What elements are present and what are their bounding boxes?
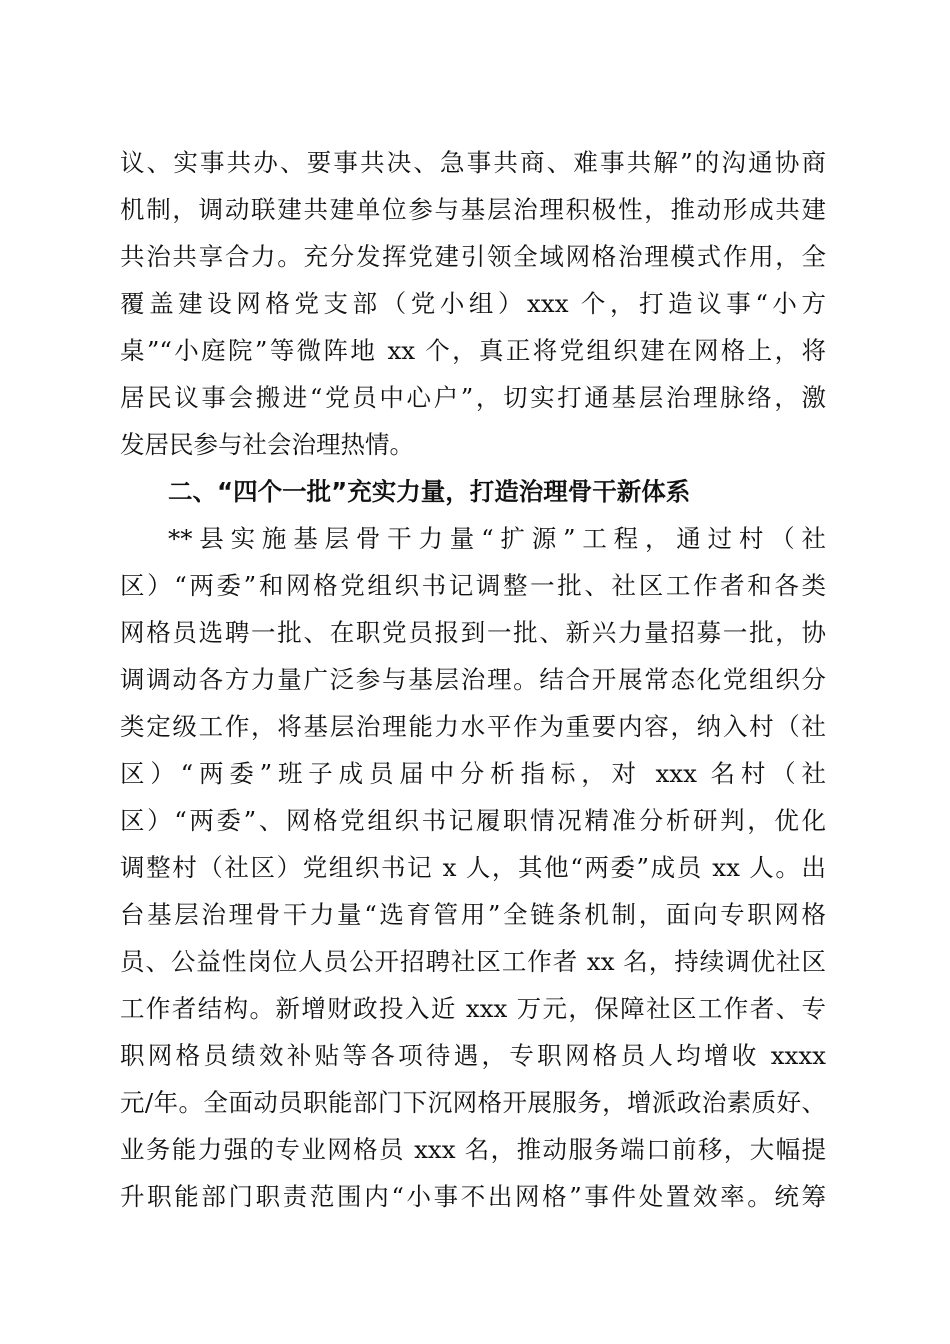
- paragraph-2-line-6: 区）“两委”班子成员届中分析指标，对 xxx 名村（社: [120, 759, 826, 788]
- paragraph-2-line-7: 区）“两委”、网格党组织书记履职情况精准分析研判，优化: [120, 806, 826, 835]
- paragraph-2-line-9: 台基层治理骨干力量“选育管用”全链条机制，面向专职网格: [120, 900, 826, 929]
- paragraph-1-line-4: 覆盖建设网格党支部（党小组）xxx 个，打造议事“小方: [120, 289, 826, 318]
- paragraph-1-line-7: 发居民参与社会治理热情。: [120, 430, 414, 459]
- paragraph-1-line-5: 桌”“小庭院”等微阵地 xx 个，真正将党组织建在网格上，将: [120, 336, 826, 365]
- paragraph-2-line-4: 调调动各方力量广泛参与基层治理。结合开展常态化党组织分: [120, 665, 826, 694]
- paragraph-2-line-8: 调整村（社区）党组织书记 x 人，其他“两委”成员 xx 人。出: [120, 853, 826, 882]
- paragraph-2-line-14: 业务能力强的专业网格员 xxx 名，推动服务端口前移，大幅提: [120, 1135, 826, 1164]
- paragraph-2-line-12: 职网格员绩效补贴等各项待遇，专职网格员人均增收 xxxx: [120, 1041, 826, 1070]
- paragraph-2-line-2: 区）“两委”和网格党组织书记调整一批、社区工作者和各类: [120, 571, 826, 600]
- paragraph-1-line-2: 机制，调动联建共建单位参与基层治理积极性，推动形成共建: [120, 195, 826, 224]
- paragraph-2-line-10: 员、公益性岗位人员公开招聘社区工作者 xx 名，持续调优社区: [120, 947, 826, 976]
- paragraph-2-line-3: 网格员选聘一批、在职党员报到一批、新兴力量招募一批，协: [120, 618, 826, 647]
- paragraph-2-line-15: 升职能部门职责范围内“小事不出网格”事件处置效率。统筹: [120, 1182, 826, 1211]
- paragraph-2-line-11: 工作者结构。新增财政投入近 xxx 万元，保障社区工作者、专: [120, 994, 826, 1023]
- paragraph-1-line-1: 议、实事共办、要事共决、急事共商、难事共解”的沟通协商: [120, 148, 826, 177]
- paragraph-2-line-13: 元/年。全面动员职能部门下沉网格开展服务，增派政治素质好、: [120, 1088, 826, 1117]
- paragraph-2-line-1: **县实施基层骨干力量“扩源”工程，通过村（社: [168, 524, 826, 553]
- paragraph-1-line-6: 居民议事会搬进“党员中心户”，切实打通基层治理脉络，激: [120, 383, 826, 412]
- paragraph-1-line-3: 共治共享合力。充分发挥党建引领全域网格治理模式作用，全: [120, 242, 826, 271]
- paragraph-2-line-5: 类定级工作，将基层治理能力水平作为重要内容，纳入村（社: [120, 712, 826, 741]
- section-heading-2: 二、“四个一批”充实力量，打造治理骨干新体系: [168, 477, 691, 506]
